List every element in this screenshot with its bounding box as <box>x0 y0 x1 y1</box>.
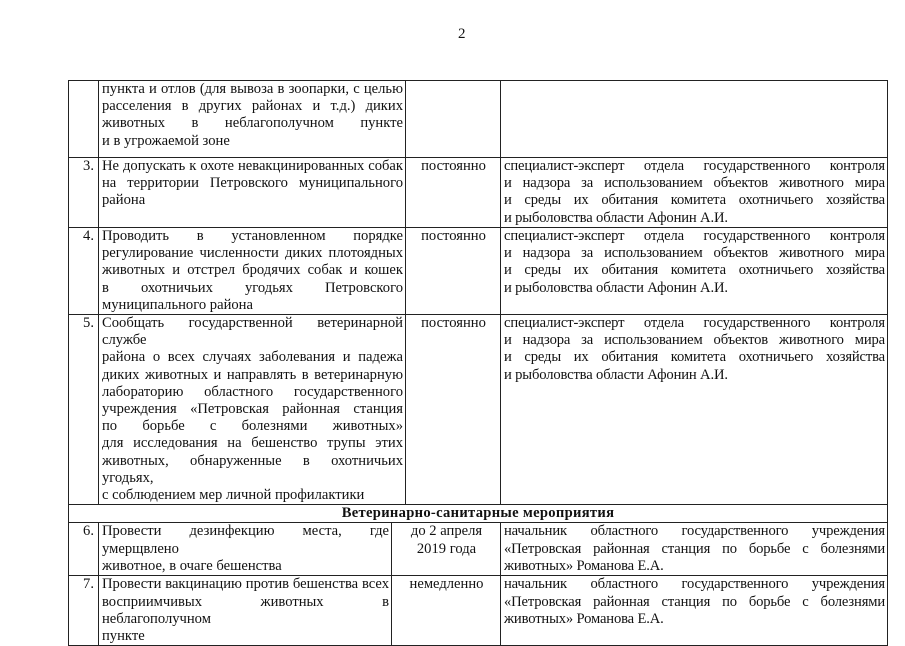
page-number: 2 <box>458 26 466 42</box>
text-line: и рыболовства области Афонин А.И. <box>504 366 728 383</box>
text-line: Проводить в установленном порядке <box>102 228 403 244</box>
measure-cell <box>99 576 392 645</box>
measures-table <box>68 80 888 646</box>
text-line: животных» Романова Е.А. <box>504 610 664 627</box>
table-row <box>68 315 888 505</box>
table-row <box>68 228 888 315</box>
text-line: района о всех случаях заболевания и падежа <box>102 349 403 366</box>
text-line: на территории Петровского муниципального <box>102 175 403 192</box>
text-line: «Петровская районная станция по борьбе с болезнями <box>504 593 885 610</box>
row-number <box>69 81 99 157</box>
responsible-cell <box>501 576 887 645</box>
section-header <box>68 505 888 523</box>
term-cell <box>392 576 501 645</box>
responsible-cell <box>501 228 887 314</box>
responsible-cell <box>501 523 887 575</box>
text-line: регулирование численности диких плотоядных <box>102 245 403 262</box>
text-line: учреждения «Петровская районная станция <box>102 401 403 418</box>
text-line: животных, обнаруженные в охотничьих угодьях, <box>102 452 403 486</box>
text-line: пункте <box>102 628 145 645</box>
text-line: и в угрожаемой зоне <box>102 132 230 149</box>
text-line: диких животных и направлять в ветеринарную <box>102 366 403 383</box>
text-line: района <box>102 192 146 209</box>
term-cell: постоянно <box>406 158 501 227</box>
row-number: 4. <box>69 228 99 314</box>
table-row <box>68 523 888 576</box>
text-line: животных и отстрел бродячих собак и кошек <box>102 262 403 279</box>
text-line: Не допускать к охоте невакцинированных собак <box>102 158 403 174</box>
responsible-cell <box>501 81 887 157</box>
term-cell <box>406 81 501 157</box>
section-title: Ветеринарно-санитарные мероприятия <box>341 505 615 522</box>
text-line: начальник областного государственного учреждения <box>504 576 885 593</box>
term-cell <box>392 523 501 575</box>
text-line: и рыболовства области Афонин А.И. <box>504 209 728 226</box>
row-number: 3. <box>69 158 99 227</box>
text-line: и среды их обитания комитета охотничьего хозяйства <box>504 192 885 209</box>
measure-cell <box>99 81 406 157</box>
text-line: животных в неблагополучном пункте <box>102 115 403 132</box>
text-line: восприимчивых животных в неблагополучном <box>102 593 389 627</box>
text-line: специалист-эксперт отдела государственного контроля <box>504 315 885 332</box>
text-line: пункта и отлов (для вывоза в зоопарки, с целью <box>102 81 403 97</box>
text-line: и среды их обитания комитета охотничьего хозяйства <box>504 349 885 366</box>
text-line: «Петровская районная станция по борьбе с болезнями <box>504 540 885 557</box>
measure-cell <box>99 523 392 575</box>
text-line: и среды их обитания комитета охотничьего хозяйства <box>504 262 885 279</box>
text-line: муниципального района <box>102 296 253 313</box>
term-line: 2019 года <box>416 540 477 557</box>
text-line: Провести вакцинацию против бешенства всех <box>102 576 389 593</box>
text-line: для исследования на бешенство трупы этих <box>102 435 403 452</box>
text-line: и надзора за использованием объектов животного мира <box>504 175 885 192</box>
text-line: специалист-эксперт отдела государственного контроля <box>504 228 885 244</box>
text-line: лабораторию областного государственного <box>102 383 403 400</box>
table-row <box>68 576 888 646</box>
measure-cell <box>99 315 406 504</box>
term-line: немедленно <box>409 576 484 593</box>
table-row <box>68 80 888 158</box>
row-number: 6. <box>69 523 99 575</box>
term-cell: постоянно <box>406 228 501 314</box>
term-cell: постоянно <box>406 315 501 504</box>
measure-cell <box>99 158 406 227</box>
text-line: в охотничьих угодьях Петровского <box>102 279 403 296</box>
text-line: расселения в других районах и т.д.) диких <box>102 98 403 115</box>
text-line: с соблюдением мер личной профилактики <box>102 487 365 504</box>
term-line: до 2 апреля <box>410 523 483 540</box>
text-line: и рыболовства области Афонин А.И. <box>504 279 728 296</box>
text-line: по борьбе с болезнями животных» <box>102 418 403 435</box>
measure-cell <box>99 228 406 314</box>
text-line: и надзора за использованием объектов животного мира <box>504 245 885 262</box>
table-row <box>68 158 888 228</box>
text-line: Провести дезинфекцию места, где умерщвлено <box>102 523 389 557</box>
text-line: Сообщать государственной ветеринарной службе <box>102 315 403 349</box>
text-line: животное, в очаге бешенства <box>102 557 282 574</box>
row-number: 5. <box>69 315 99 504</box>
text-line: начальник областного государственного учреждения <box>504 523 885 540</box>
responsible-cell <box>501 315 887 504</box>
text-line: животных» Романова Е.А. <box>504 557 664 574</box>
responsible-cell <box>501 158 887 227</box>
row-number: 7. <box>69 576 99 645</box>
text-line: специалист-эксперт отдела государственного контроля <box>504 158 885 174</box>
text-line: и надзора за использованием объектов животного мира <box>504 332 885 349</box>
